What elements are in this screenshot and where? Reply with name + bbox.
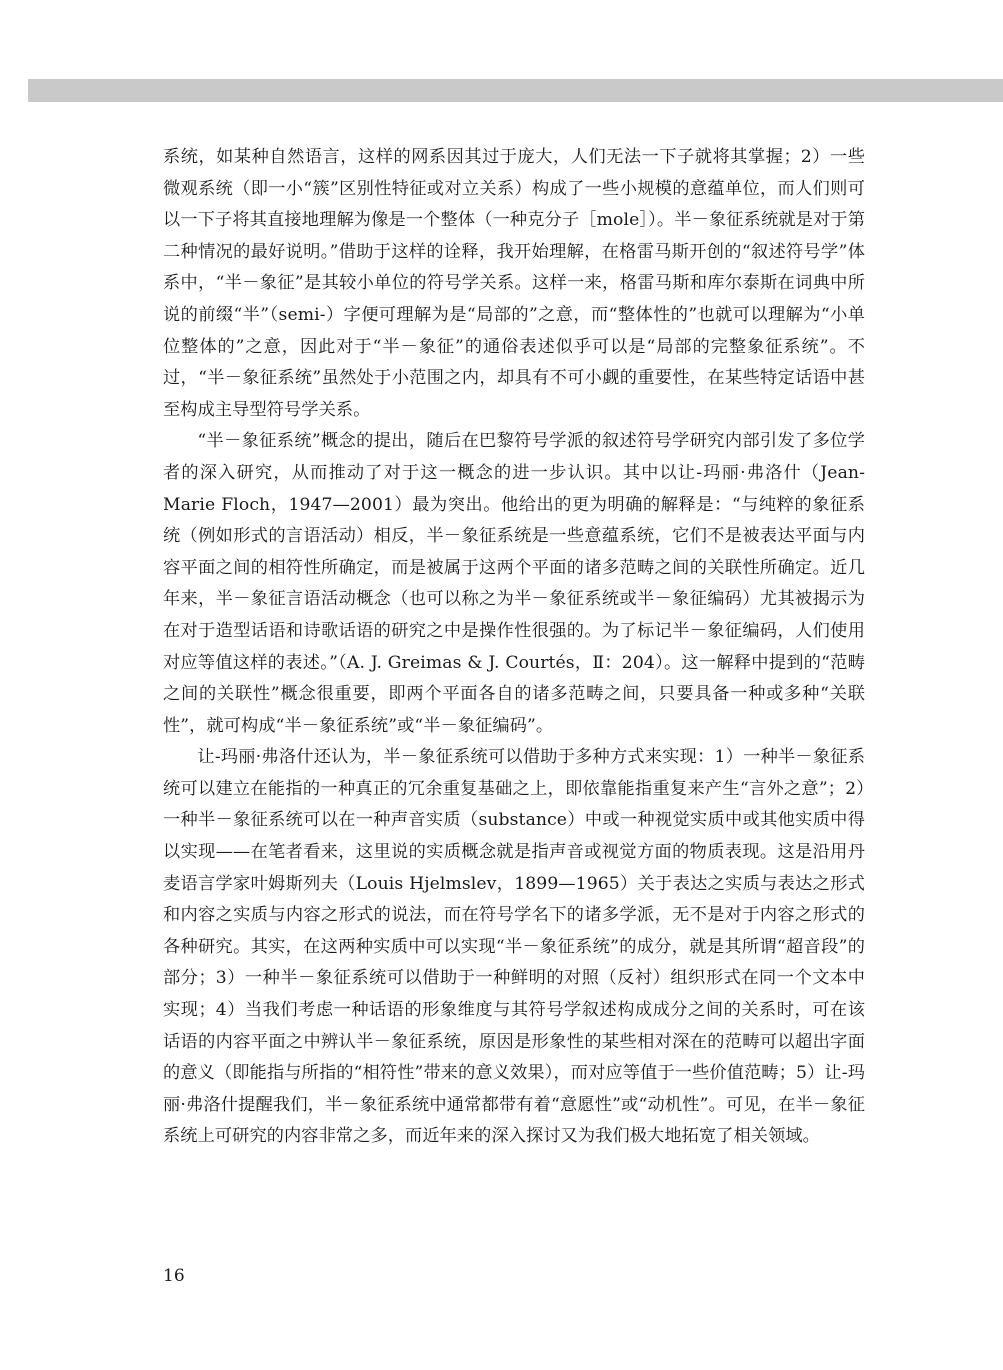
header-bar [28, 79, 1003, 102]
paragraph-3: 让-玛丽·弗洛什还认为，半－象征系统可以借助于多种方式来实现：1）一种半－象征系统可以建立在能指的一种真正的冗余重复基础之上，即依靠能指重复来产生“言外之意”；2）一种半－象征系统可以在一种声音实质（substance）中或一种视觉实质中或其他实质中得以实现——在笔者看来，这里说的实质概念就是指声音或视觉方面的物质表现。这是沿用丹麦语言学家叶姆斯列夫（Louis Hjelmslev，1899—1965）关于表达之实质与表达之形式和内容之实质与内容之形式的说法，而在符号学名下的诸多学派，无不是对于内容之形式的各种研究。其实，在这两种实质中可以实现“半－象征系统”的成分，就是其所谓“超音段”的部分；3）一种半－象征系统可以借助于一种鲜明的对照（反衬）组织形式在同一个文本中实现；4）当我们考虑一种话语的形象维度与其符号学叙述构成成分之间的关系时，可在该话语的内容平面之中辨认半－象征系统，原因是形象性的某些相对深在的范畴可以超出字面的意义（即能指与所指的“相符性”带来的意义效果），而对应等值于一些价值范畴；5）让-玛丽·弗洛什提醒我们，半－象征系统中通常都带有着“意愿性”或“动机性”。可见，在半－象征系统上可研究的内容非常之多，而近年来的深入探讨又为我们极大地拓宽了相关领域。 [163, 747, 865, 1147]
paragraph-1: 系统，如某种自然语言，这样的网系因其过于庞大，人们无法一下子就将其掌握；2）一些微观系统（即一小“簇”区别性特征或对立关系）构成了一些小规模的意蕴单位，而人们则可以一下子将其直接地理解为像是一个整体（一种克分子［mole］）。半－象征系统就是对于第二种情况的最好说明。”借助于这样的诠释，我开始理解，在格雷马斯开创的“叙述符号学”体系中，“半－象征”是其较小单位的符号学关系。这样一来，格雷马斯和库尔泰斯在词典中所说的前缀“半”（semi-）字便可理解为是“局部的”之意，而“整体性的”也就可以理解为“小单位整体的”之意，因此对于“半－象征”的通俗表述似乎可以是“局部的完整象征系统”。不过，“半－象征系统”虽然处于小范围之内，却具有不可小觑的重要性，在某些特定话语中甚至构成主导型符号学关系。 [163, 147, 865, 420]
page-number: 16 [163, 1266, 185, 1286]
paragraph-2: “半－象征系统”概念的提出，随后在巴黎符号学派的叙述符号学研究内部引发了多位学者的深入研究，从而推动了对于这一概念的进一步认识。其中以让-玛丽·弗洛什（Jean-Marie Floch，1947—2001）最为突出。他给出的更为明确的解释是：“与纯粹的象征系统（例如形式的言语活动）相反，半－象征系统是一些意蕴系统，它们不是被表达平面与内容平面之间的相符性所确定，而是被属于这两个平面的诸多范畴之间的关联性所确定。近几年来，半－象征言语活动概念（也可以称之为半－象征系统或半－象征编码）尤其被揭示为在对于造型话语和诗歌话语的研究之中是操作性很强的。为了标记半－象征编码，人们使用对应等值这样的表述。”（A. J. Greimas & J. Courtés，Ⅱ：204）。这一解释中提到的“范畴之间的关联性”概念很重要，即两个平面各自的诸多范畴之间，只要具备一种或多种“关联性”，就可构成“半－象征系统”或“半－象征编码”。 [163, 431, 865, 736]
body-text [163, 142, 865, 1153]
